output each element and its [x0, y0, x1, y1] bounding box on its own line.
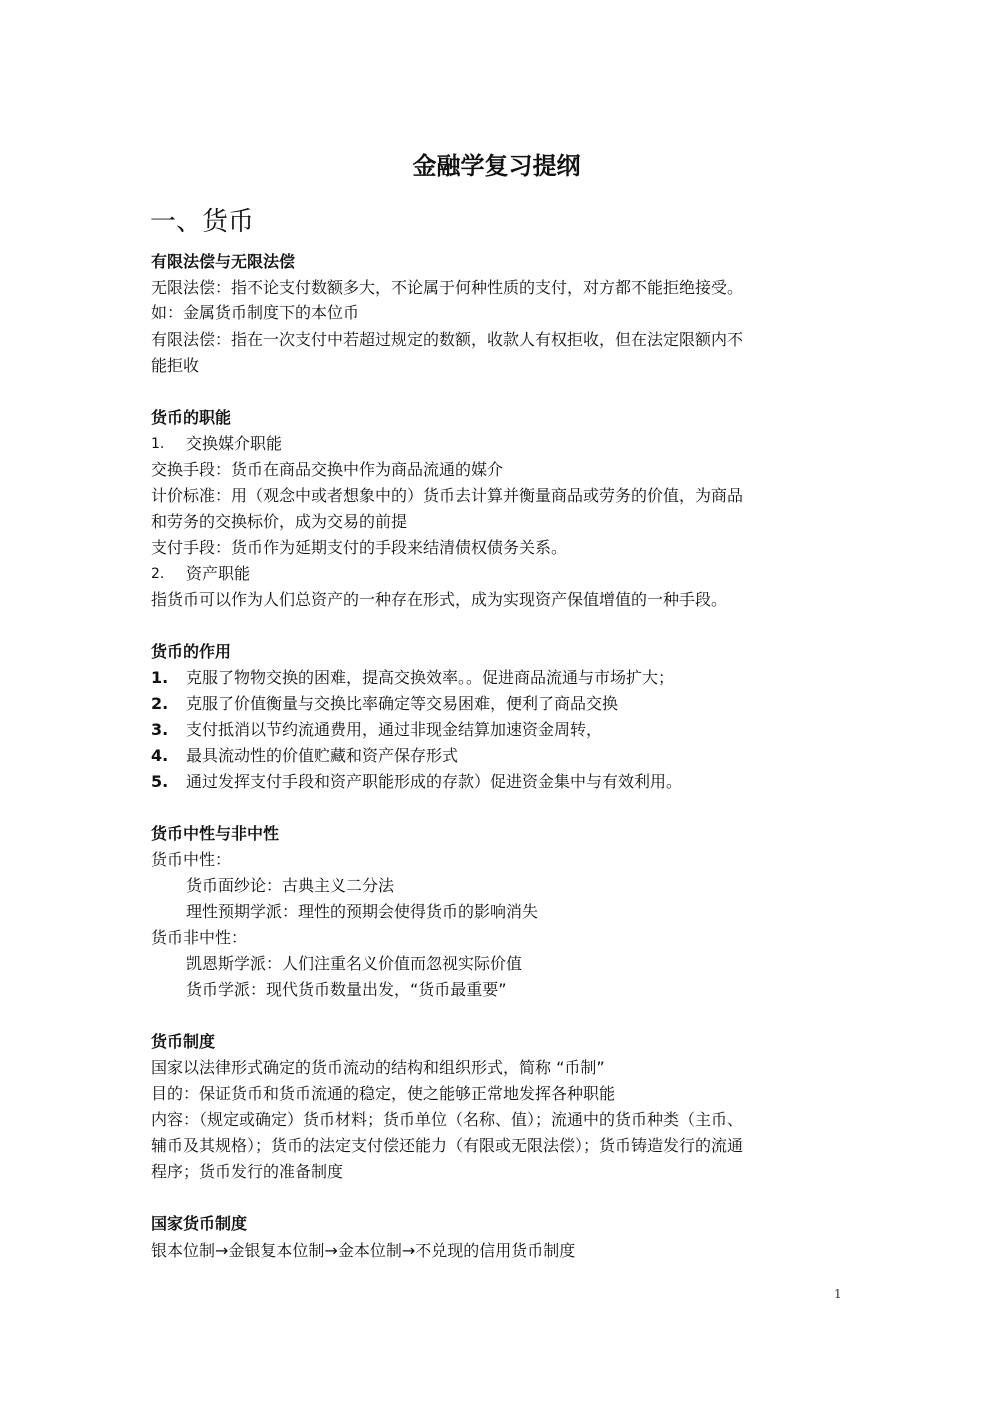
paragraph-line: 凯恩斯学派：人们注重名义价值而忽视实际价值 [186, 954, 523, 973]
list-item-text: 最具流动性的价值贮藏和资产保存形式 [186, 746, 459, 765]
paragraph-line: 货币学派：现代货币数量出发，“货币最重要” [186, 980, 507, 999]
paragraph-line: 银本位制→金银复本位制→金本位制→不兑现的信用货币制度 [151, 1241, 576, 1260]
paragraph-line: 如：金属货币制度下的本位币 [151, 303, 360, 322]
list-item-text: 通过发挥支付手段和资产职能形成的存款）促进资金集中与有效利用。 [186, 772, 683, 791]
list-item-text: 资产职能 [186, 564, 251, 583]
section-heading-legal-tender: 有限法偿与无限法偿 [151, 252, 296, 271]
paragraph-line: 交换手段：货币在商品交换中作为商品流通的媒介 [151, 460, 504, 479]
section-heading-functions: 货币的职能 [151, 408, 232, 427]
section-heading-monetary-system: 货币制度 [151, 1032, 216, 1051]
list-item-text: 支付抵消以节约流通费用，通过非现金结算加速资金周转， [186, 720, 603, 739]
section-heading-roles: 货币的作用 [151, 642, 232, 661]
paragraph-line: 能拒收 [151, 356, 200, 375]
paragraph-line: 货币面纱论：古典主义二分法 [186, 876, 395, 895]
list-number: 2. [151, 566, 165, 582]
paragraph-line: 程序；货币发行的准备制度 [151, 1162, 344, 1181]
paragraph-line: 辅币及其规格）；货币的法定支付偿还能力（有限或无限法偿）；货币铸造发行的流通 [151, 1136, 744, 1155]
paragraph-line: 国家以法律形式确定的货币流动的结构和组织形式，简称 “币制” [151, 1058, 605, 1077]
chapter-heading: 一、货币 [150, 207, 255, 237]
list-number: 1. [151, 436, 165, 452]
section-heading-national-system: 国家货币制度 [151, 1214, 248, 1233]
page-number: 1 [834, 1287, 842, 1301]
paragraph-line: 无限法偿：指不论支付数额多大，不论属于何种性质的支付，对方都不能拒绝接受。 [151, 278, 744, 297]
paragraph-line: 有限法偿：指在一次支付中若超过规定的数额，收款人有权拒收，但在法定限额内不 [151, 330, 744, 349]
paragraph-line: 理性预期学派：理性的预期会使得货币的影响消失 [186, 902, 539, 921]
document-title: 金融学复习提纲 [412, 152, 581, 180]
paragraph-line: 和劳务的交换标价，成为交易的前提 [151, 512, 408, 531]
list-item-text: 克服了物物交换的困难，提高交换效率。。促进商品流通与市场扩大； [186, 668, 675, 687]
list-item-text: 交换媒介职能 [186, 434, 283, 453]
paragraph-line: 货币非中性： [151, 928, 248, 947]
list-number: 4. [151, 746, 169, 765]
paragraph-line: 目的：保证货币和货币流通的稳定，使之能够正常地发挥各种职能 [151, 1084, 616, 1103]
paragraph-line: 指货币可以作为人们总资产的一种存在形式，成为实现资产保值增值的一种手段。 [151, 590, 728, 609]
list-number: 5. [151, 772, 169, 791]
section-heading-neutrality: 货币中性与非中性 [151, 824, 280, 843]
paragraph-line: 计价标准：用（观念中或者想象中的）货币去计算并衡量商品或劳务的价值，为商品 [151, 486, 744, 505]
list-item-text: 克服了价值衡量与交换比率确定等交易困难，便利了商品交换 [186, 694, 619, 713]
list-number: 2. [151, 694, 169, 713]
list-number: 1. [151, 668, 169, 687]
list-number: 3. [151, 720, 169, 739]
paragraph-line: 货币中性： [151, 850, 232, 869]
paragraph-line: 支付手段：货币作为延期支付的手段来结清债权债务关系。 [151, 538, 568, 557]
paragraph-line: 内容：（规定或确定）货币材料；货币单位（名称、值）；流通中的货币种类（主币、 [151, 1110, 744, 1129]
